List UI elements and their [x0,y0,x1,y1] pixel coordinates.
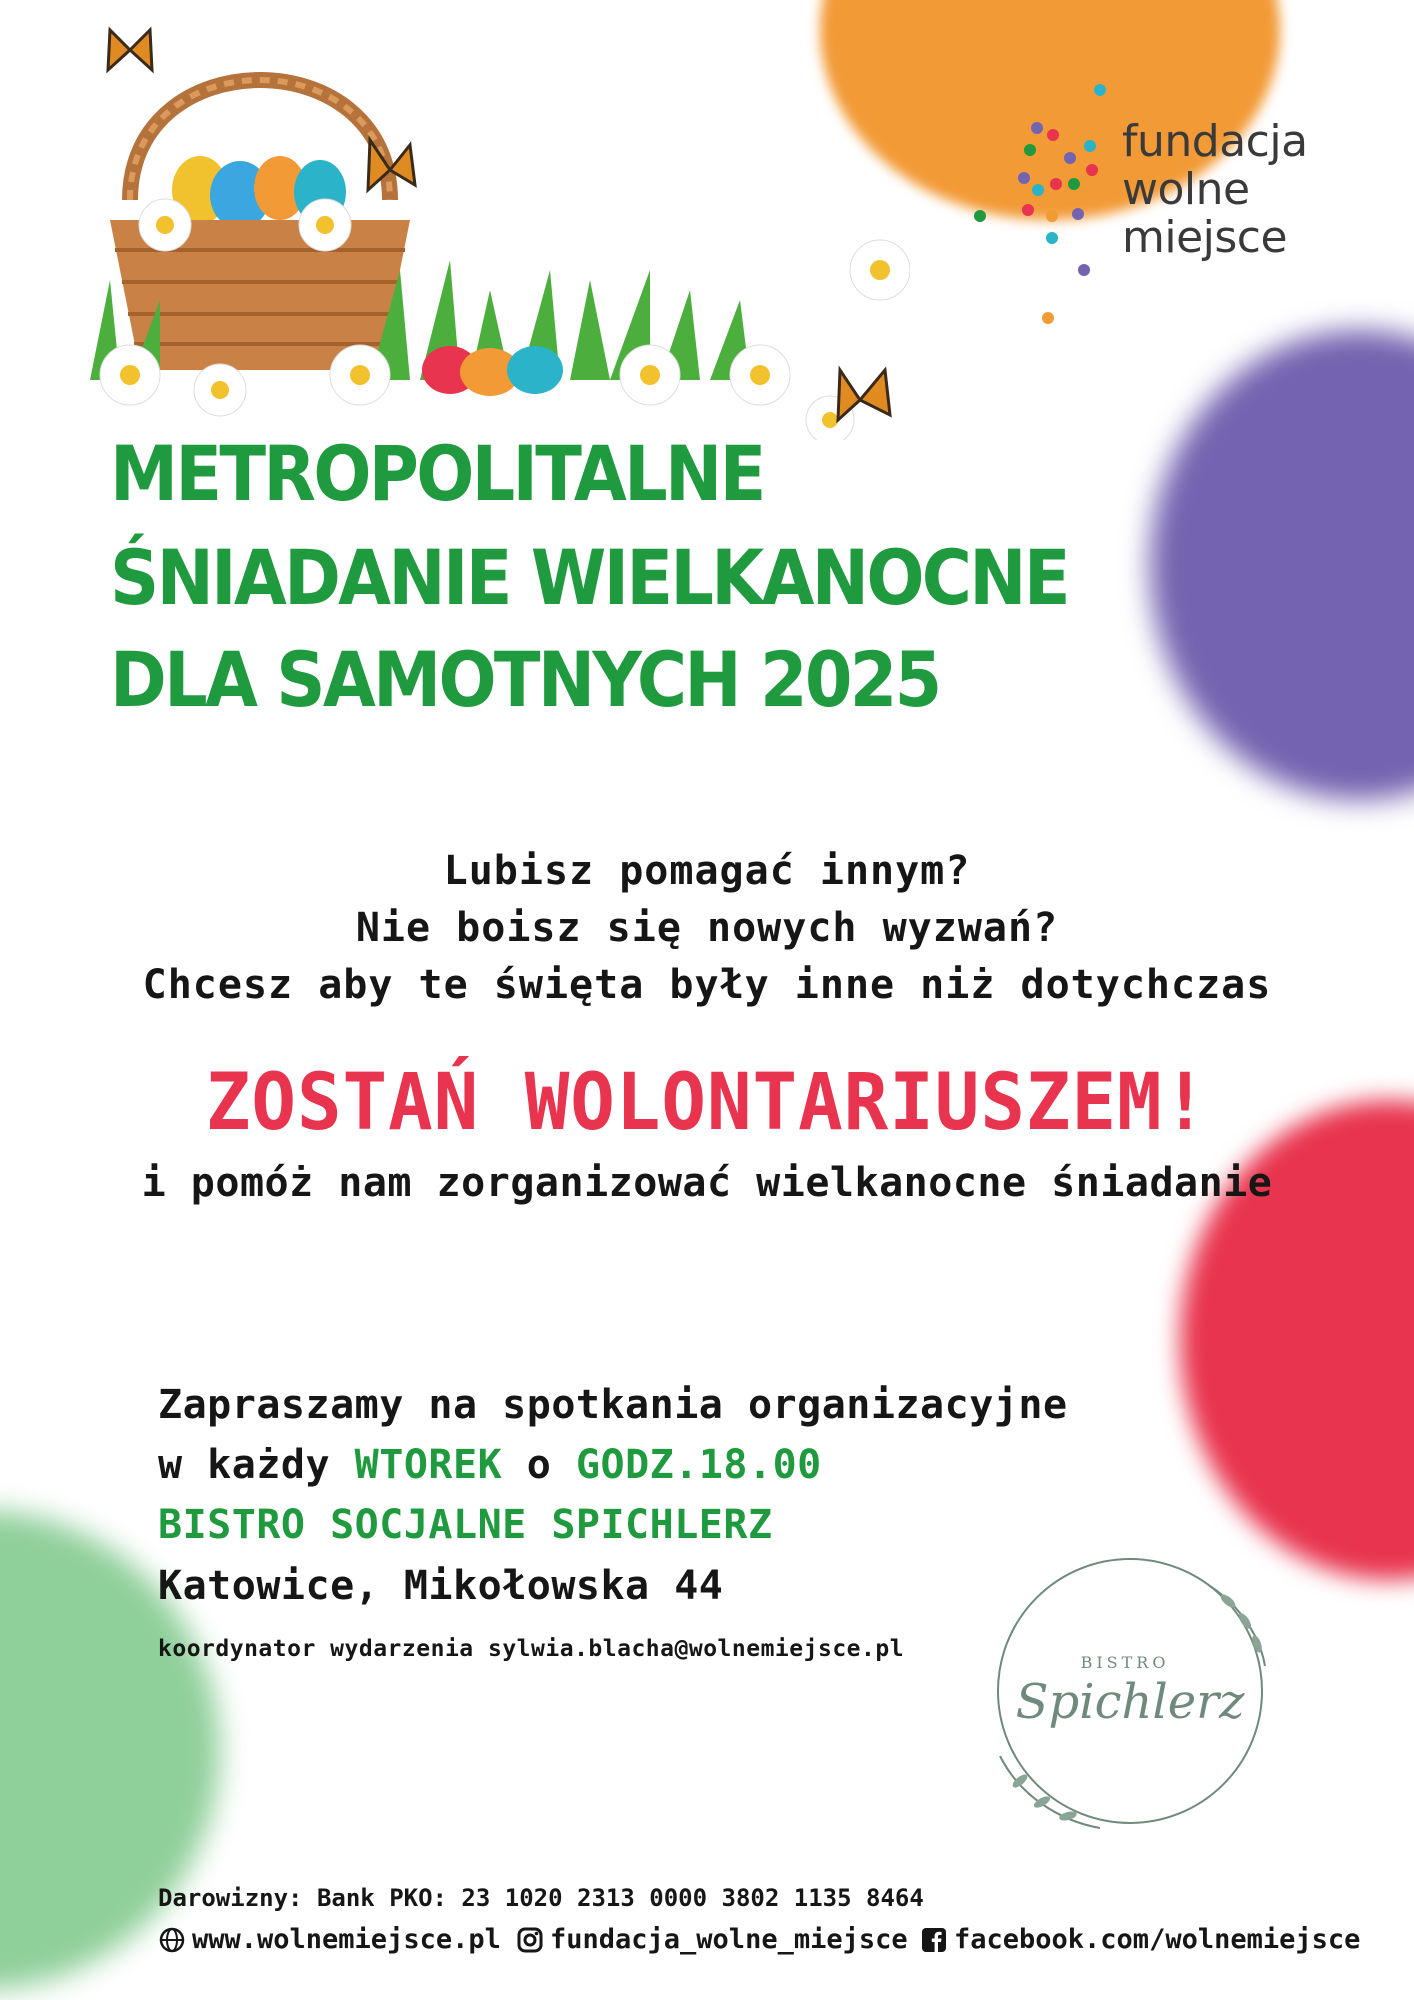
instagram-icon [516,1926,544,1954]
facebook-link[interactable] [920,1924,1360,1955]
instagram-link[interactable] [516,1924,908,1955]
question-3: Chcesz aby te święta były inne niż dotychczas [142,962,1272,1008]
donation-account: Darowizny: Bank PKO: 23 1020 2313 0000 3802 1135 8464 [158,1884,924,1912]
footer-links [158,1924,1361,1964]
schedule-prefix: w każdy [158,1442,355,1488]
headline-line-1: METROPOLITALNE [110,429,764,518]
instagram-text: fundacja_wolne_miejsce [550,1924,908,1955]
logo-line: wolne [1122,164,1250,215]
logo-line: fundacja [1122,116,1308,167]
meeting-invitation: Zapraszamy na spotkania organizacyjne [158,1382,1068,1428]
meeting-address: Katowice, Mikołowska 44 [158,1563,724,1609]
purple-circle-decoration [1150,330,1414,800]
call-to-action-subtitle: i pomóż nam zorganizować wielkanocne śniadanie [141,1160,1273,1206]
event-coordinator: koordynator wydarzenia sylwia.blacha@wolnemiejsce.pl [158,1636,905,1662]
website-link[interactable] [158,1924,501,1955]
schedule-connector: o [502,1442,576,1488]
logo-line: miejsce [1122,212,1288,263]
bistro-logo-top: BISTRO [1080,1653,1170,1672]
easter-basket-illustration [90,20,910,440]
meeting-time: GODZ.18.00 [575,1442,822,1488]
meeting-venue: BISTRO SOCJALNE SPICHLERZ [158,1502,773,1548]
facebook-icon [920,1926,948,1954]
question-2: Nie boisz się nowych wyzwań? [355,905,1059,951]
meeting-schedule [158,1442,822,1488]
globe-icon [158,1926,186,1954]
question-1: Lubisz pomagać innym? [443,848,971,894]
volunteer-call-to-action: ZOSTAŃ WOLONTARIUSZEM! [205,1058,1209,1148]
foundation-logo-text [1122,118,1308,262]
headline-line-3: DLA SAMOTNYCH 2025 [110,635,940,724]
website-text: www.wolnemiejsce.pl [192,1924,501,1955]
headline-line-2: ŚNIADANIE WIELKANOCNE [110,533,1068,622]
facebook-text: facebook.com/wolnemiejsce [954,1924,1361,1955]
meeting-day: WTOREK [354,1442,503,1488]
bistro-logo-name: Spichlerz [1015,1674,1245,1730]
bistro-spichlerz-logo [960,1546,1300,1836]
